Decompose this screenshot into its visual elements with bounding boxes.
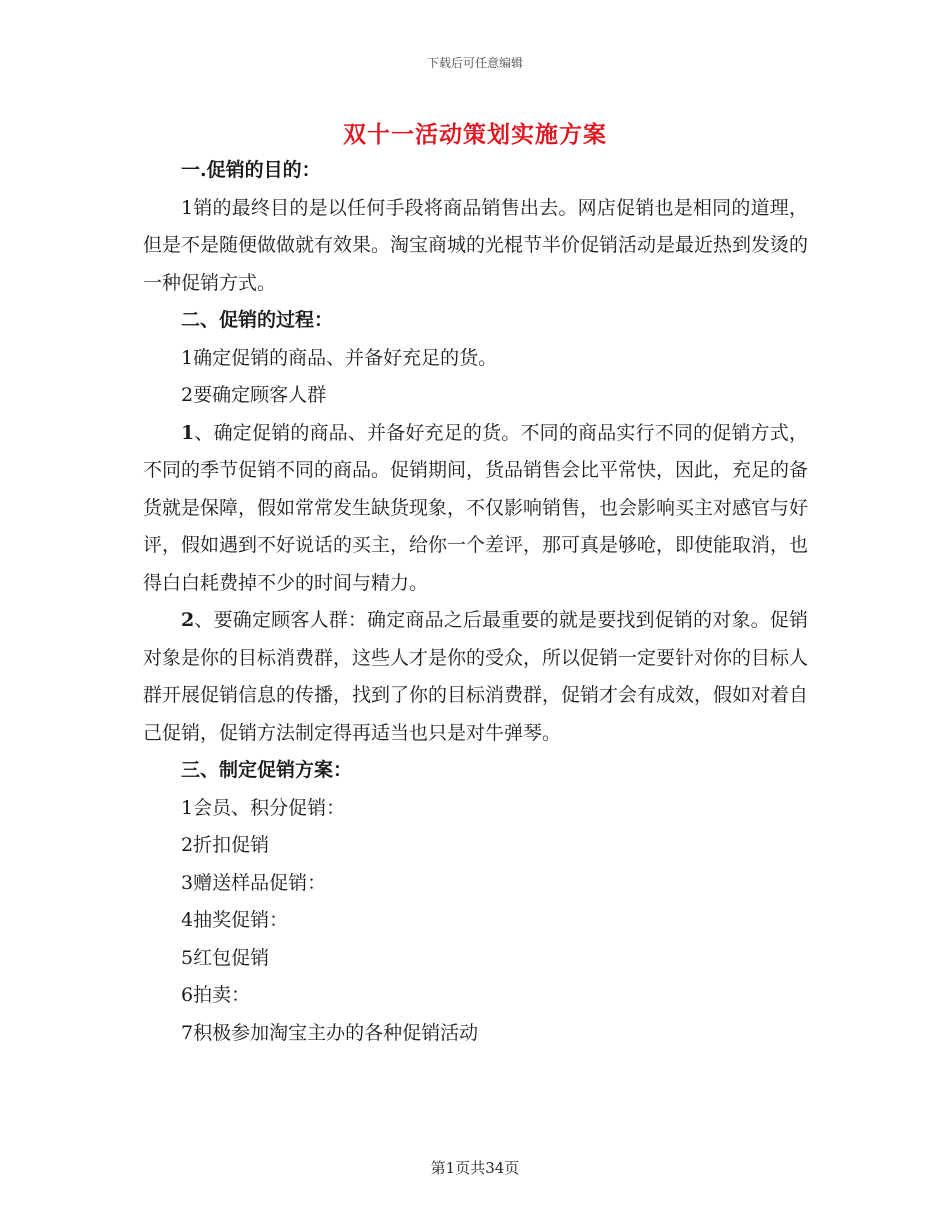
plan-item: 6拍卖： <box>181 984 251 1006</box>
document-title: 双十一活动策划实施方案 <box>343 121 607 148</box>
page-header: 下载后可任意编辑 <box>426 56 523 70</box>
plan-item: 3赠送样品促销： <box>181 871 327 894</box>
page-footer: 第1页共34页 <box>430 1159 520 1177</box>
process-item-2: 2要确定顾客人群 <box>181 384 327 406</box>
paragraph-text: 、确定促销的商品、并备好充足的货。不同的商品实行不同的促销方式，不同的季节促销不同的商品。促销期间，货品销售会比平常快，因此，充足的备货就是保障，假如常常发生缺货现象，不仅影响销售，也会影响买主对感官与好评，假如遇到不好说话的买主，给你一个差评，那可真是够呛，即使能取消，也得白白耗费掉不少的时间与精力。 <box>143 421 809 594</box>
paragraph-text: 、要确定顾客人群：确定商品之后最重要的就是要找到促销的对象。促销对象是你的目标消费群，这些人才是你的受众，所以促销一定要针对你的目标人群开展促销信息的传播，找到了你的目标消费群，促销才会有成效，假如对着自己促销，促销方法制定得再适当也只是对牛弹琴。 <box>143 609 809 744</box>
paragraph-purpose: 1销的最终目的是以任何手段将商品销售出去。网店促销也是相同的道理，但是不是随便做做就有效果。淘宝商城的光棍节半价促销活动是最近热到发烫的一种促销方式。 <box>143 196 809 294</box>
document-body <box>143 152 808 1052</box>
process-item-1: 1确定促销的商品、并备好充足的货。 <box>181 346 498 369</box>
section-heading-purpose: 一.促销的目的： <box>181 159 321 181</box>
paragraph-products <box>143 415 808 603</box>
plan-item: 5红包促销 <box>181 946 270 969</box>
plan-item: 7积极参加淘宝主办的各种促销活动 <box>181 1021 479 1044</box>
paragraph-audience <box>143 602 808 752</box>
plan-item: 4抽奖促销： <box>181 909 289 931</box>
section-heading-plan: 三、制定促销方案： <box>181 759 353 781</box>
plan-item: 2折扣促销 <box>181 834 270 856</box>
paragraph-number: 1 <box>181 421 195 444</box>
section-heading-process: 二、促销的过程： <box>181 309 334 331</box>
plan-item: 1会员、积分促销： <box>181 796 346 819</box>
paragraph-number: 2 <box>181 609 195 631</box>
